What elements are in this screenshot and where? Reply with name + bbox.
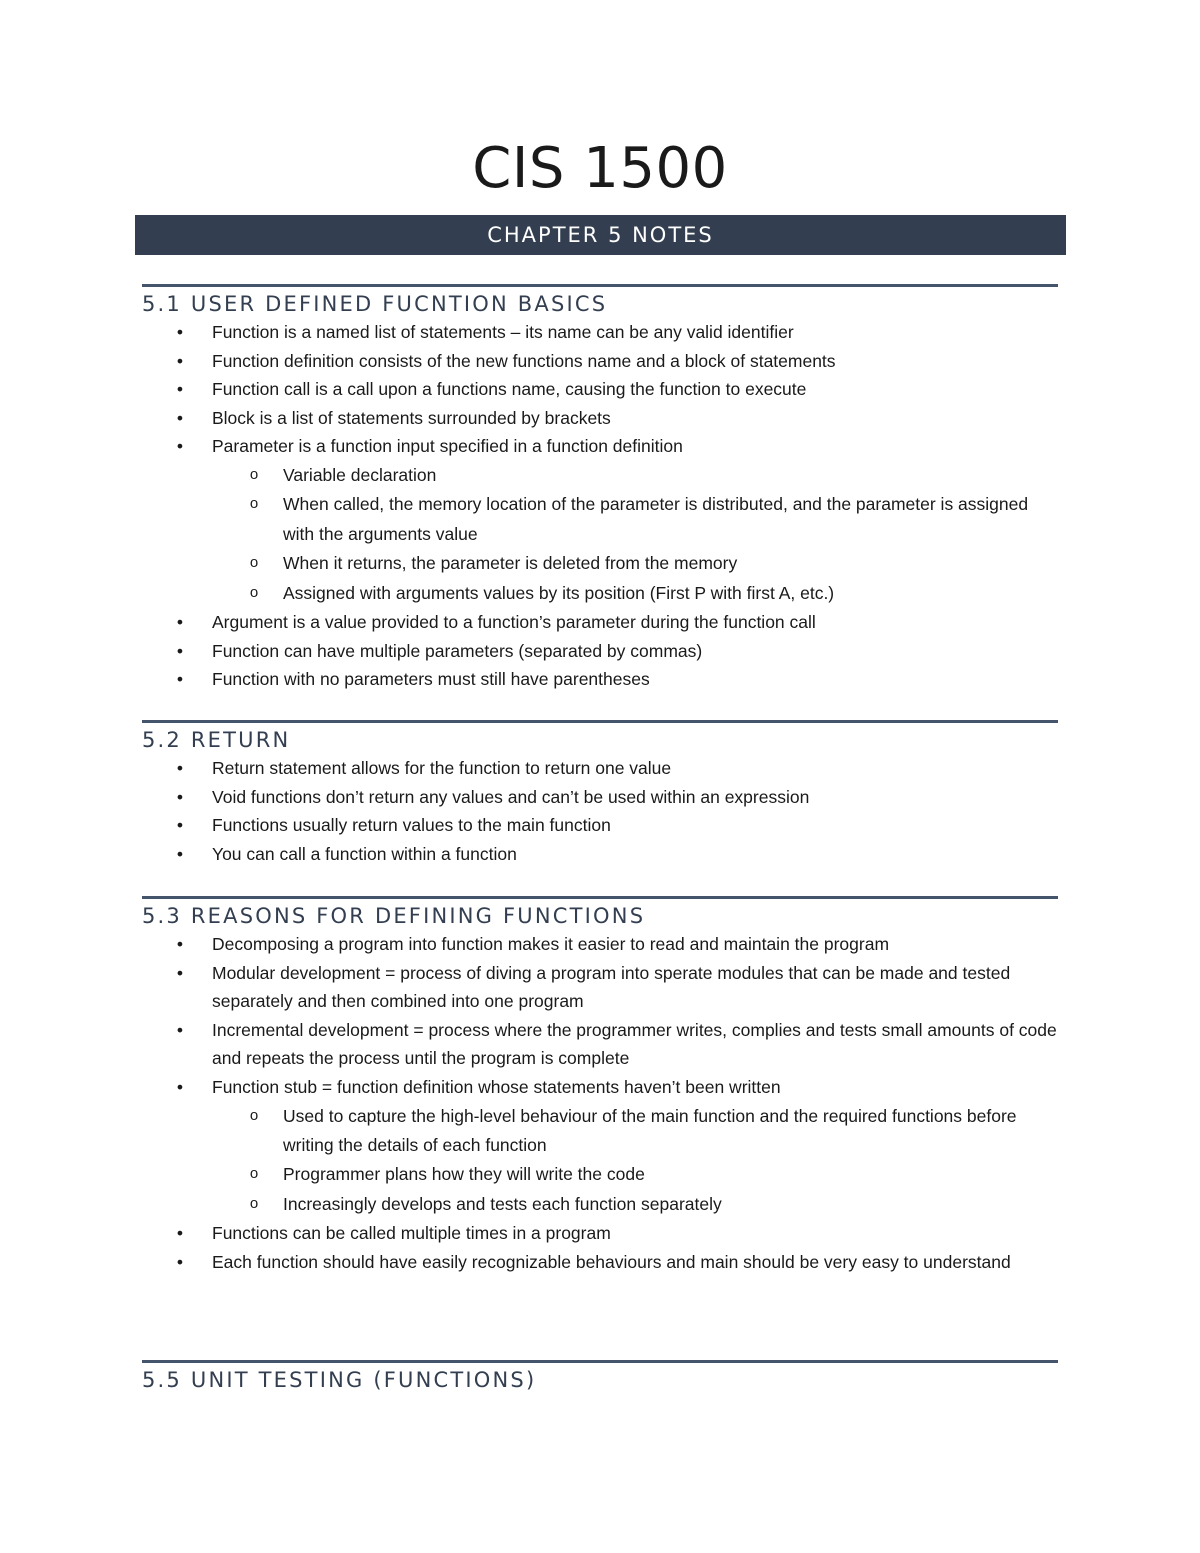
list-item: • Argument is a value provided to a function’s parameter during the function call xyxy=(142,608,1058,637)
section-divider xyxy=(142,284,1058,287)
bullet-icon: • xyxy=(176,640,184,661)
sub-bullet-icon: o xyxy=(249,554,259,572)
list-item: • Decomposing a program into function makes it easier to read and maintain the program xyxy=(142,930,1058,959)
section-divider xyxy=(142,720,1058,723)
list-item: • Function with no parameters must still have parentheses xyxy=(142,665,1058,694)
section-divider xyxy=(142,1360,1058,1363)
list-item: • Each function should have easily recognizable behaviours and main should be very easy to understand xyxy=(142,1248,1058,1277)
section-heading: 5.2 RETURN xyxy=(142,728,291,752)
sub-list-item: o When called, the memory location of the parameter is distributed, and the parameter is assigned with the arguments value xyxy=(142,490,1058,549)
section-5-5 xyxy=(142,1360,1058,1394)
section-5-3 xyxy=(142,896,1058,1276)
bullet-icon: • xyxy=(176,1223,184,1244)
list-item: • Function definition consists of the new functions name and a block of statements xyxy=(142,347,1058,376)
bullet-icon: • xyxy=(176,379,184,400)
list-item: • Block is a list of statements surrounded by brackets xyxy=(142,404,1058,433)
bullet-icon: • xyxy=(176,962,184,983)
list-item: • Functions can be called multiple times in a program xyxy=(142,1219,1058,1248)
bullet-icon: • xyxy=(176,1076,184,1097)
chapter-banner: CHAPTER 5 NOTES xyxy=(135,215,1066,255)
list-item: • You can call a function within a function xyxy=(142,840,1058,869)
list-item: • Parameter is a function input specified in a function definition xyxy=(142,432,1058,461)
bullet-icon: • xyxy=(176,934,184,954)
section-heading: 5.3 REASONS FOR DEFINING FUNCTIONS xyxy=(142,904,646,928)
section-5-2 xyxy=(142,720,1058,868)
sub-list-item: o Programmer plans how they will write the code xyxy=(142,1160,1058,1189)
list-item: • Modular development = process of diving a program into sperate modules that can be made and tested separately and then combined into one program xyxy=(142,959,1058,1016)
section-divider xyxy=(142,896,1058,899)
section-5-1 xyxy=(142,284,1058,694)
sub-bullet-icon: o xyxy=(249,495,259,513)
list-item: • Function stub = function definition whose statements haven’t been written xyxy=(142,1073,1058,1102)
list-item: • Functions usually return values to the main function xyxy=(142,811,1058,840)
list-item: • Function call is a call upon a functions name, causing the function to execute xyxy=(142,375,1058,404)
bullet-list xyxy=(142,318,1058,694)
bullet-icon: • xyxy=(176,843,184,864)
sub-bullet-icon: o xyxy=(249,465,259,483)
sub-list-item: o Increasingly develops and tests each function separately xyxy=(142,1190,1058,1219)
sub-bullet-icon: o xyxy=(249,1106,259,1124)
sub-bullet-icon: o xyxy=(249,1194,259,1212)
bullet-list xyxy=(142,930,1058,1276)
bullet-icon: • xyxy=(176,1019,184,1040)
bullet-icon: • xyxy=(176,436,184,457)
list-item: • Function can have multiple parameters (separated by commas) xyxy=(142,637,1058,666)
bullet-icon: • xyxy=(176,407,184,428)
sub-bullet-icon: o xyxy=(249,583,259,601)
bullet-icon: • xyxy=(176,786,184,807)
list-item: • Return statement allows for the function to return one value xyxy=(142,754,1058,783)
list-item: • Function is a named list of statements – its name can be any valid identifier xyxy=(142,318,1058,347)
bullet-icon: • xyxy=(176,758,184,778)
bullet-icon: • xyxy=(176,612,184,632)
list-item: • Void functions don’t return any values and can’t be used within an expression xyxy=(142,783,1058,812)
sub-list-item: o Used to capture the high-level behaviour of the main function and the required functions before writing the details of each function xyxy=(142,1102,1058,1161)
list-item: • Incremental development = process where the programmer writes, complies and tests small amounts of code and repeats the process until the program is complete xyxy=(142,1016,1058,1073)
bullet-icon: • xyxy=(176,669,184,690)
bullet-list xyxy=(142,754,1058,868)
sub-list-item: o Variable declaration xyxy=(142,461,1058,490)
section-heading: 5.5 UNIT TESTING (FUNCTIONS) xyxy=(142,1368,537,1392)
sub-list-item: o When it returns, the parameter is deleted from the memory xyxy=(142,549,1058,578)
bullet-icon: • xyxy=(176,350,184,371)
bullet-icon: • xyxy=(176,322,184,342)
document-title: CIS 1500 xyxy=(472,136,728,201)
section-heading: 5.1 USER DEFINED FUCNTION BASICS xyxy=(142,292,608,316)
bullet-icon: • xyxy=(176,815,184,836)
sub-bullet-icon: o xyxy=(249,1165,259,1183)
sub-list-item: o Assigned with arguments values by its position (First P with first A, etc.) xyxy=(142,579,1058,608)
bullet-icon: • xyxy=(176,1251,184,1272)
